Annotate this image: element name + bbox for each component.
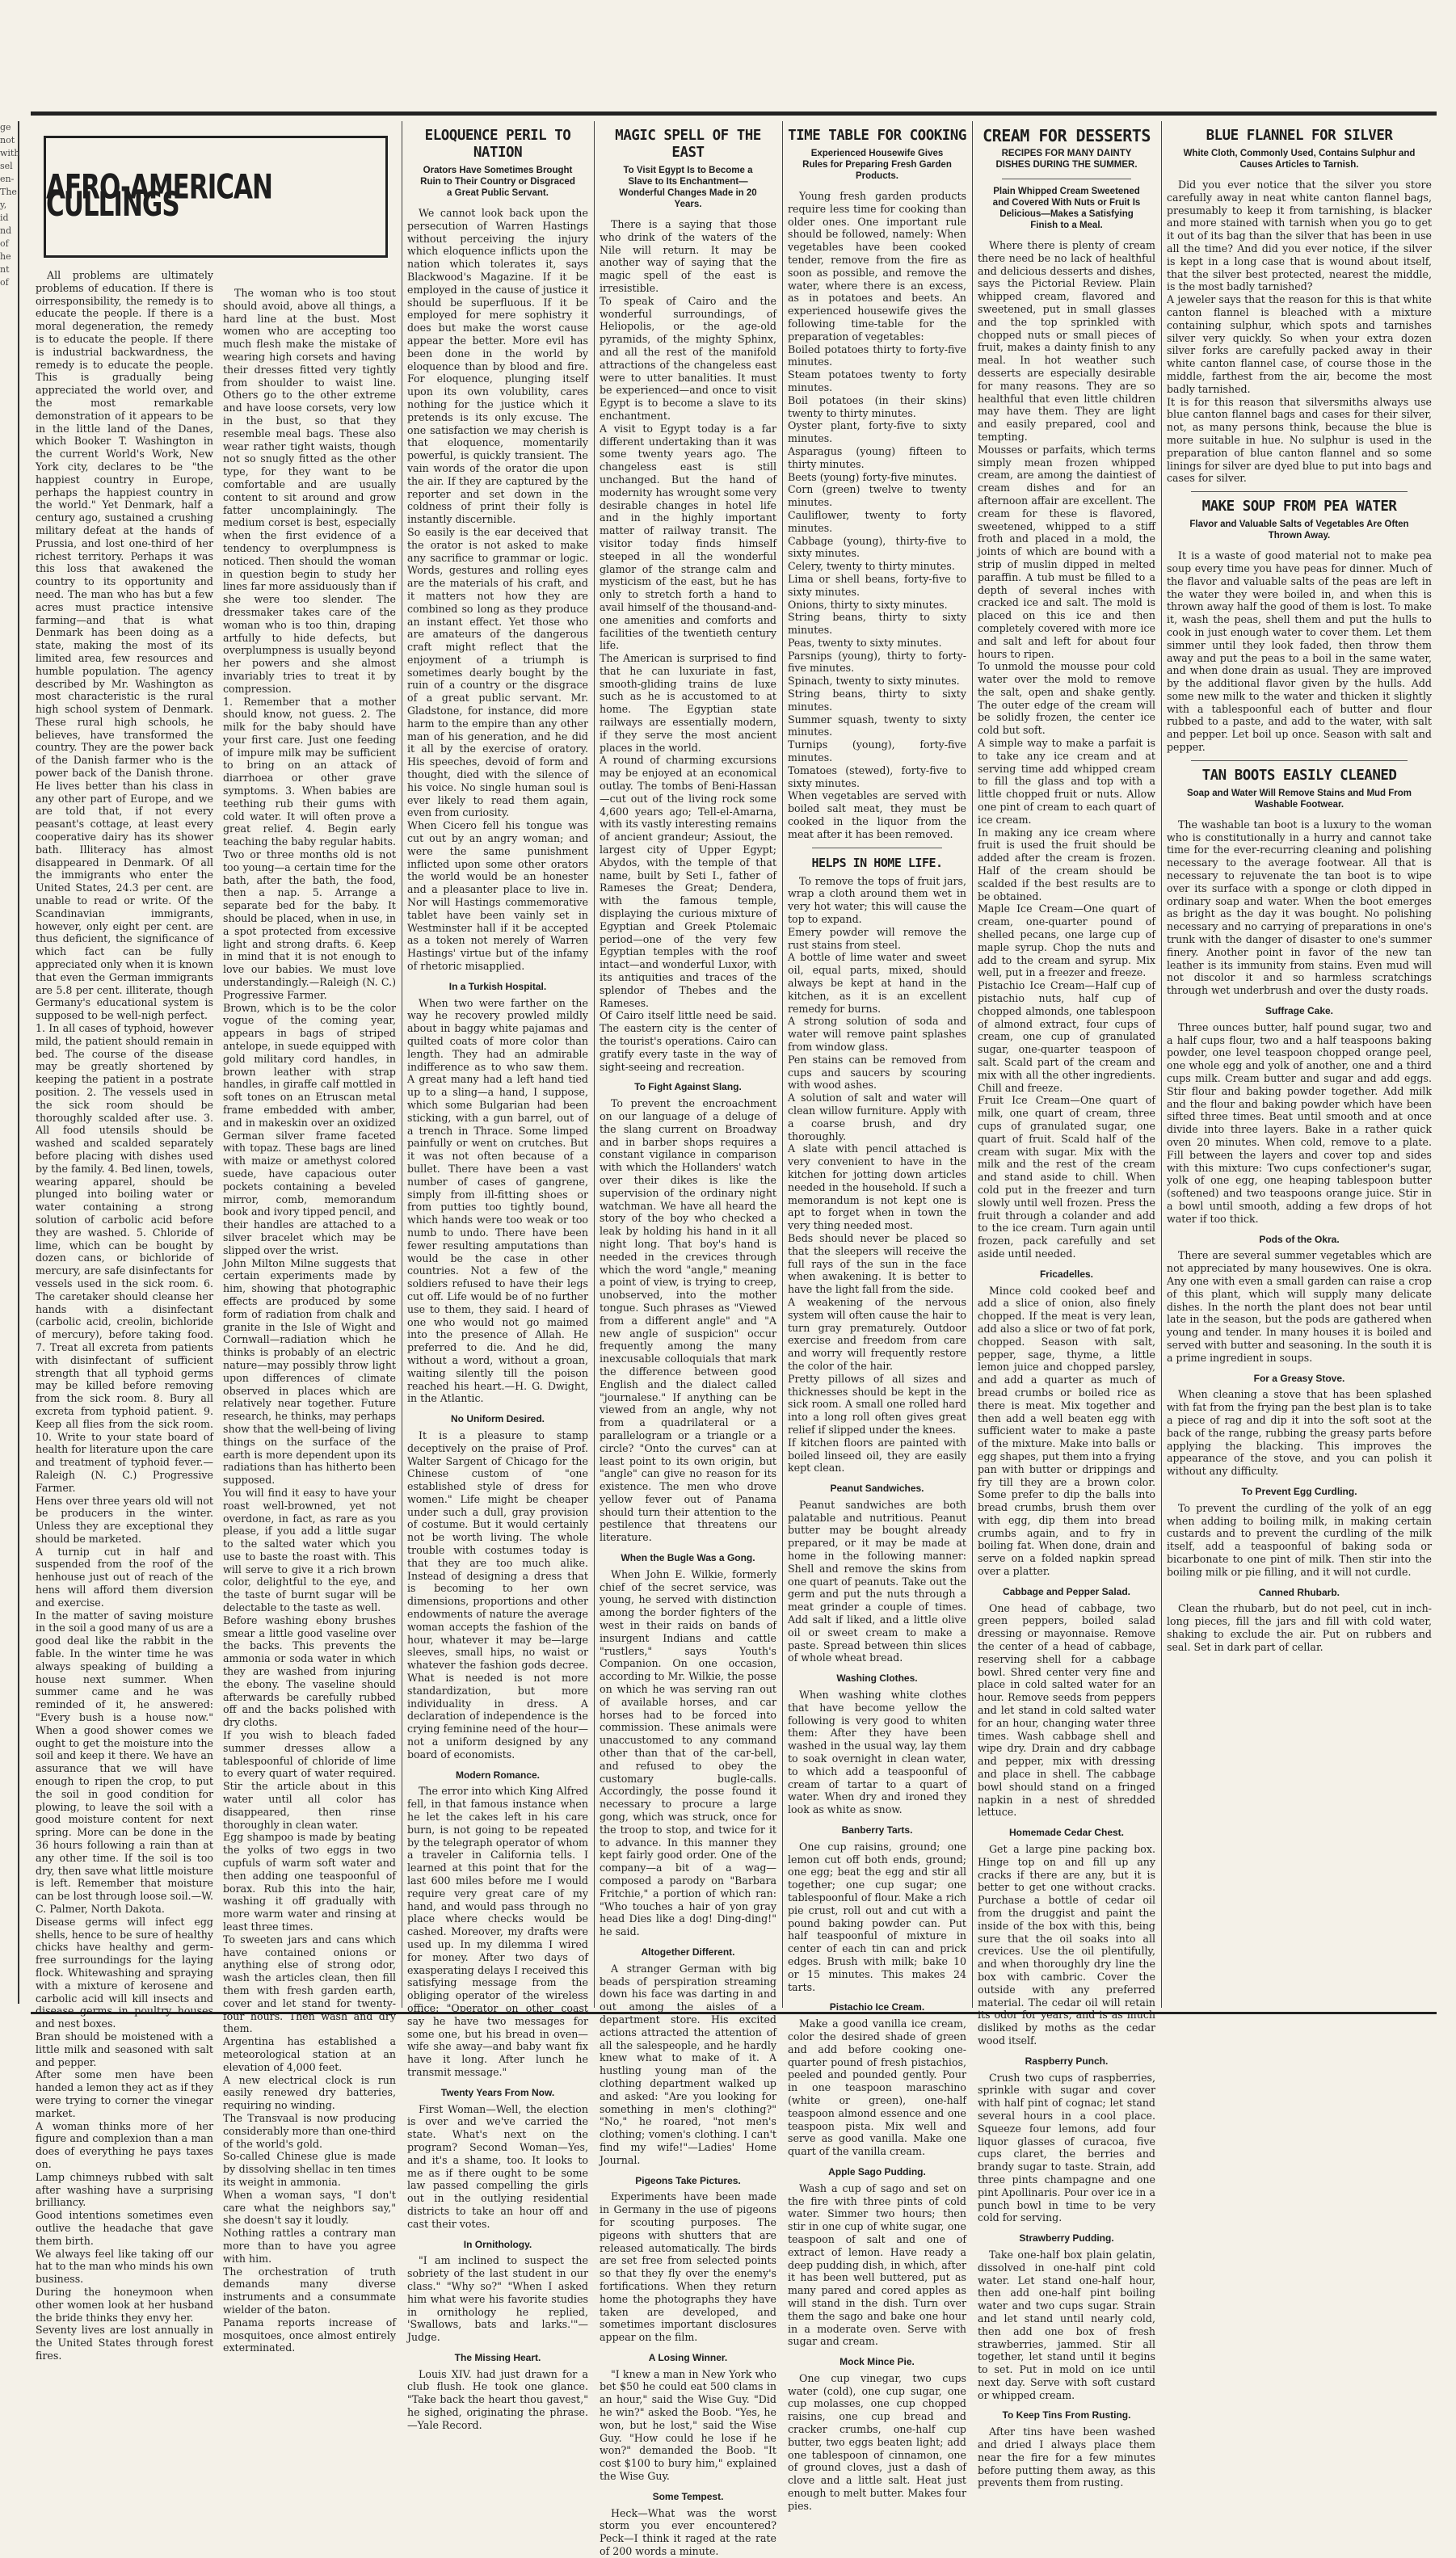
article-body: Where there is plenty of cream there need be no lack of healthful and delicious desserts and dishes, says the Pictorial Review. Plain whipped cream, flavored and sweetened, put in small glasses and the top sprinkled with chopped nuts or small pieces of fruit, makes a dainty finish to any meal. In hot weather such desserts are especially desirable for many reasons. They are so healthful that even little children may have them. They are light and easily prepared, cool and tempting. Mousses or parfaits, which terms simply mean frozen whipped cream, are among the daintiest of cream dishes and for an afternoon affair are excellent. The cream for these is flavored, sweetened, whipped to a stiff froth and placed in a mold, the joints of which are bound with a strip of muslin dipped in melted paraffin. A tub must be filled to a depth of several inches with cracked ice and salt. The mold is placed on this ice and then completely covered with more ice and salt and left for about four hours to ripen. To unmold the mousse pour cold water over the mold to remove the salt, open and shake gently. The outer edge of the cream will be solidly frozen, the center ice cold but soft. A simple way to make a parfait is to take any ice cream and at serving time add whipped cream to fill the glass and top with a little chopped fruit or nuts. Allow one pint of cream to each quart of ice cream. In making any ice cream where fruit is used the fruit should be added after the cream is frozen. Half of the cream should be scalded if the best results are to be obtained. Maple Ice Cream—One quart of cream, one-quarter pound of shelled pecans, one large cup of maple syrup. Chop the nuts and add to the cream and syrup. Mix well, put in a freezer and freeze. Pistachio Ice Cream—Half cup of pistachio nuts, half cup of chopped almonds, one tablespoon of almond extract, four cups of cream, one cup of granulated sugar, one-quarter teaspoon of salt. Scald part of the cream and mix with all the other ingredients. Chill and freeze. Fruit Ice Cream—One quart of milk, one quart of cream, three cups of granulated sugar, one quart of fruit. Scald half of the cream with sugar. Mix with the milk and the rest of the cream and stand aside to chill. When cold put in the freezer and turn slowly until well frozen. Press the fruit through a colander and add to the ice cream. Turn again until frozen, pack carefully and set aside until needed. [978,239,1155,1260]
story-list [407,981,588,2432]
article-body: We cannot look back upon the persecution of Warren Hastings without perceiving the injury which eloquence inflicts upon the nation which tolerates it, says Blackwood's Magazine. If it be employed in the cause of justice it should be superfluous. If it be employed for mere sophistry it does but make the worst cause appear the better. More evil has been done in the world by eloquence than by blood and fire. For eloquence, plunging itself upon its own volubility, cares nothing for the justice which it pretends is its only excuse. The one satisfaction we may cherish is that eloquence, momentarily powerful, is quickly transient. The vain words of the orator die upon the air. If they are captured by the reporter and set down in the coldness of print their folly is instantly discernible. So easily is the ear deceived that the orator is not asked to make any sacrifice to grammar or logic. Words, gestures and rolling eyes are the materials of his craft, and it matters not how they are combined so long as they produce an instant effect. Yet those who are amateurs of the dangerous craft might reflect that the enjoyment of a triumph is sometimes dearly bought by the ruin of a country or the disgrace of a great public servant. Mr. Gladstone, for instance, did more harm to the empire than any other man of his generation, and he did it all by the exercise of oratory. His speeches, devoid of form and thought, died with the silence of his voice. No single human soul is ever likely to read them again, even from curiosity. When Cicero fell his tongue was cut out by an angry woman; and were the same punishment inflicted upon some other orators the world would be an honester and a pleasanter place to live in. Nor will Hastings commemorative tablet have been vainly set in Westminster hall if it be accepted as a token not merely of Warren Hastings' virtue but of the infamy of rhetoric misapplied. [407,207,588,973]
story-heading: Canned Rhubarb. [1258,1586,1340,1598]
story-body: "I am inclined to suspect the sobriety of the last student in our class." "Why so?" "When I asked him what were his favorite studies in ornithology he replied, 'Swallows, bats and larks.'"—Judge. [407,2254,588,2344]
story-heading: Fricadelles. [1039,1268,1094,1280]
story-body: Peanut sandwiches are both palatable and nutritious. Peanut butter may be bought already prepared, or it may be made at home in the following manner: Shell and remove the skins from one quart of peanuts. Take out the germ and put the nuts through a meat grinder a couple of times. Add salt if liked, and a little olive oil or sweet cream to make a paste. Spread between thin slices of whole wheat bread. [788,1498,966,1664]
story-body: Experiments have been made in Germany in the use of pigeons for scouting purposes. The pigeons with shutters that are released automatically. The birds are set free from selected points so that they fly over the enemy's fortifications. When they return home the photographs they have taken are developed, and sometimes important disclosures appear on the film. [600,2190,776,2344]
story-body: Clean the rhubarb, but do not peel, cut in inch-long pieces, fill the jars and fill with cold water, shaking to exclude the air. Put on rubbers and seal. Set in dark part of cellar. [1167,1602,1432,1653]
story-body: Make a good vanilla ice cream, color the desired shade of green and add before cooking one-quarter pound of fresh pistachios, peeled and pounded gently. Pour in one teaspoon maraschino (white or green), one-half teaspoon almond essence and one teaspoon pista. Mix well and serve as good vanilla. Make one quart of the vanilla cream. [788,2017,966,2158]
story-heading: Cabbage and Pepper Salad. [1002,1585,1131,1597]
left-margin-fragment: ge not with sel en- The y, id nd of he nt of [0,121,19,2004]
story-heading: Pigeons Take Pictures. [635,2174,741,2186]
story-body: First Woman—Well, the election is over and we've carried the state. What's next on the program? Second Woman—Yes, and it's a shame, too. It looks to me as if there ought to be some law passed compelling the girls out in the outlying residential districts to take an hour off and cast their votes. [407,2102,588,2230]
story-list [788,1483,966,2513]
subheadline: To Visit Egypt Is to Become a Slave to Its Enchantment—Wonderful Changes Made in 20 Years. [619,166,757,209]
story-body: One cup raisins, ground; one lemon cut off both ends, ground; one egg; beat the egg and stir all together; one cup sugar; one tablespoonful of flour. Make a rich pie crust, roll out and cut with a pound baking powder can. Put half teaspoonful of mixture in center of each tin can and prick edges. Brush with milk; bake 10 or 15 minutes. This makes 24 tarts. [788,1840,966,1993]
headline: HELPS IN HOME LIFE. [811,855,943,870]
story-heading: Strawberry Pudding. [1019,2232,1114,2245]
story-heading: Washing Clothes. [836,1672,918,1685]
story-body: One cup vinegar, two cups water (cold), one cup sugar, one cup molasses, one cup chopped raisins, one cup bread and cracker crumbs, one-half cup butter, two eggs beaten light; add one tablespoon of cinnamon, one of ground cloves, just a dash of clove and a little salt. Heat just enough to melt butter. Makes four pies. [788,2371,966,2512]
story-body: When cleaning a stove that has been splashed with fat from the frying pan the best plan is to take a piece of rag and dip it into the soft soot at the back of the range, rubbing the greasy parts before applying the blacking. This improves the appearance of the stove, and you can polish it without any difficulty. [1167,1388,1432,1478]
headline: TAN BOOTS EASILY CLEANED [1201,767,1397,784]
story-body: Crush two cups of raspberries, sprinkle with sugar and cover with half pint of cognac; let stand several hours in a cool place. Squeeze four lemons, add four liquor glasses of curacoa, five cups claret, the berries and brandy sugar to taste. Strain, add three pints champagne and one pint Apollinaris. Pour over ice in a punch bowl in time to be very cold for serving. [978,2071,1155,2224]
story-heading: Homemade Cedar Chest. [1008,1827,1125,1839]
article-body: Did you ever notice that the silver you store carefully away in neat white canton flannel bags, presumably to keep it from tarnishing, is blacker and more stained with tarnish when you go to get it out of its bag than the silver that has been in use all the time? And did you ever notice, if the silver is kept in a long case that is wound about itself, that the silver best protected, nearest the middle, is the most badly tarnished? A jeweler says that the reason for this is that white canton flannel is bleached with a mixture containing sulphur, which spots and tarnishes silver very quickly. So when your extra dozen silver forks are carefully packed away in their white canton flannel case, of course those in the middle, farthest from the air, become the most badly tarnished. It is for this reason that silversmiths always use blue canton flannel bags and cases for their silver, not, as many persons think, because the blue is more suitable in hue. No sulphur is used in the preparation of blue canton flannel and so some linings for silver are dyed blue to put into bags and cases for silver. [1167,179,1432,485]
story-heading: Twenty Years From Now. [440,2086,555,2098]
story-heading: To Fight Against Slang. [634,1081,742,1093]
divider [1191,491,1408,492]
story-body: To prevent the curdling of the yolk of an egg when adding to boiling milk, in making certain custards and to prevent the curdling of the milk itself, add a teaspoonful of baking soda or bicarbonate to one pint of milk. Then stir into the boiling milk or pie filling, and it will not curdle. [1167,1501,1432,1578]
subheadline: Orators Have Sometimes Brought Ruin to Their Country or Disgraced a Great Public Servant. [420,166,575,198]
column-5 [783,121,971,2512]
story-heading: Mock Mince Pie. [840,2356,915,2368]
story-body: Take one-half box plain gelatin, dissolved in one-half pint cold water. Let stand one-half hour, then add one-half pint boiling water and two cups sugar. Strain and let stand until nearly cold, then add one box of fresh strawberries, jammed. Stir all together, let stand until it begins to set. Put in mold on ice until next day. Serve with soft custard or whipped cream. [978,2248,1155,2401]
story-heading: Some Tempest. [652,2490,724,2502]
story-body: There are several summer vegetables which are not appreciated by many housewives. One is okra. Any one with even a small garden can raise a crop of this plant, which will supply many delicate dishes. In the north the plant does not bear until late in the season, but the pods are gathered when young and tender. In many houses it is boiled and served with butter and seasoning. In the south it is a prime ingredient in soups. [1167,1249,1432,1364]
column-2 [218,121,401,2354]
story-body: Wash a cup of sago and set on the fire with three pints of cold water. Simmer two hours; then stir in one cup of white sugar, one teaspoon of salt and one of extract of lemon. Have ready a deep pudding dish, in which, after it has been well buttered, put as many pared and cored apples as will stand in the dish. Turn over them the sago and bake one hour in a moderate oven. Serve with sugar and cream. [788,2181,966,2348]
article-body: Young fresh garden products require less time for cooking than older ones. One important rule should be followed, namely: When vegetables have been cooked tender, remove from the fire as soon as possible, and remove the water, where there is an excess, as in potatoes and beets. An experienced housewife gives the following time-table for the preparation of vegetables: Boiled potatoes thirty to forty-five minutes. Steam potatoes twenty to forty minutes. Boil potatoes (in their skins) twenty to thirty minutes. Oyster plant, forty-five to sixty minutes. Asparagus (young) fifteen to thirty minutes. Beets (young) forty-five minutes. Corn (green) twelve to twenty minutes. Cauliflower, twenty to forty minutes. Cabbage (young), thirty-five to sixty minutes. Celery, twenty to thirty minutes. Lima or shell beans, forty-five to sixty minutes. Onions, thirty to sixty minutes. String beans, thirty to sixty minutes. Peas, twenty to sixty minutes. Parsnips (young), thirty to forty-five minutes. Spinach, twenty to sixty minutes. String beans, thirty to sixty minutes. Summer squash, twenty to sixty minutes. Turnips (young), forty-five minutes. Tomatoes (stewed), forty-five to sixty minutes. When vegetables are served with boiled salt meat, they must be cooked in the liquor from the meat after it has been removed. [788,190,966,840]
column-3 [402,121,593,2431]
story-heading: For a Greasy Stove. [1253,1372,1345,1384]
story-body: A stranger German with big beads of perspiration streaming down his face was darting in and out among the aisles of a department store. His excited actions attracted the attention of all the salespeople, and he hardly knew what to make of it. A hustling young man of the clothing department walked up and asked: "Are you looking for something in men's clothing?" "No," he roared, "not men's clothing; vomen's clothing. I can't find my wife!"—Ladies' Home Journal. [600,1962,776,2166]
story-body: When washing white clothes that have become yellow the following is very good to whiten them: After they have been washed in the usual way, lay them to soak overnight in clean water, to which add a teaspoonful of cream of tartar to a quart of water. When dry and ironed they look as white as snow. [788,1689,966,1816]
story-heading: The Missing Heart. [454,2351,541,2363]
story-heading: Pods of the Okra. [1259,1233,1340,1245]
story-heading: Raspberry Punch. [1025,2055,1109,2067]
story-body: Mince cold cooked beef and add a slice of onion, also finely chopped. If the meat is very lean, add also a slice or two of fat pork, chopped. Season with salt, pepper, sage, thyme, a little lemon juice and chopped parsley, and add a quarter as much of bread crumbs or boiled rice as there is meat. Mix together and then add a well beaten egg with sufficient water to make a paste of the mixture. Make into balls or egg shapes, put them into a frying pan with butter or drippings and fry till they are a brown color. Some prefer to dip the balls into bread crumbs, brush them over with egg, dip them into bread crumbs again, and to fry in boiling fat. When done, drain and serve on a folded napkin spread over a platter. [978,1284,1155,1578]
story-heading: Banberry Tarts. [841,1824,913,1836]
story-body: After tins have been washed and dried I always place them near the fire for a few minutes before putting them away, as this prevents them from rusting. [978,2425,1155,2489]
story-heading: A Losing Winner. [648,2351,728,2363]
column-7 [1162,121,1437,2008]
divider [1191,760,1408,761]
story-body: "I knew a man in New York who bet $50 he could eat 500 clams in an hour," said the Wise Guy. "Did he win?" asked the Boob. "Yes, he won, but he lost," said the Wise Guy. "How could he lose if he won?" demanded the Boob. "It cost $100 to bury him," explained the Wise Guy. [600,2367,776,2483]
story-body: When two were farther on the way he recovery prowled mildly about in baggy white pajamas and quilted coats of more color than length. They had an admirable indifference as to who saw them. A great many had a left hand tied up to a sling—a hand, I suppose, which some Bulgarian had been sticking, with a gun barrel, out of a trench in Thrace. Some limped painfully or went on crutches. But it was not often because of a bullet. There have been a vast number of cases of gangrene, simply from ill-fitting shoes or from putties too tightly bound, which hands were too weak or too numb to undo. There have been fewer resulting amputations than would be the case in other countries. Not a few of the soldiers refused to have their legs cut off. Life would be of no further use to them, they said. I heard of one who would not go maimed into the presence of Allah. He preferred to die. And he did, without a word, without a groan, waiting silently till the poison reached his heart.—H. G. Dwight, in the Atlantic. [407,996,588,1405]
headline: ELOQUENCE PERIL TO NATION [424,128,571,161]
story-list [978,1268,1155,2490]
headline: MAGIC SPELL OF THE EAST [615,128,761,161]
column-1 [31,121,272,2362]
headline: TIME TABLE FOR COOKING [788,128,966,144]
story-heading: In Ornithology. [463,2238,532,2250]
story-heading: To Keep Tins From Rusting. [1002,2409,1131,2421]
article-body: All problems are ultimately problems of education. If there is oirresponsibility, the remedy is to educate the people. If there is a moral degeneration, the remedy is to educate the people. If there is industrial backwardness, the remedy is to educate the people. This is gradually being appreciated the world over, and the most remarkable demonstration of it appears to be in the little land of the Danes, which Booker T. Washington in the current World's Work, New York city, declares to be "the happiest country in Europe, perhaps the happiest country in the world." Yet Denmark, half a century ago, sustained a crushing military defeat at the hands of Prussia, and lost one-third of her richest territory. Perhaps it was this loss that awakened the country to its opportunity and need. The man who has but a few acres must practice intensive farming—and that is what Denmark has been doing as a state, making the most of its limited area, few resources and humble population. The agency described by Mr. Washington as most characteristic is the rural high school system of Denmark. These rural high schools, he believes, have transformed the country. They are the power back of the Danish farmer who is the power back of the Danish throne. He lives better than his class in any other part of Europe, and we are told that, if not every peasant's cottage, at least every cooperative dairy has its shower bath. Illiteracy has almost disappeared in Denmark. Of all the immigrants who enter the United States, 24.3 per cent. are unable to read or write. Of the Scandinavian immigrants, however, only eight per cent. are thus deficient, the significance of which fact can be fully appreciated only when it is known that even the German immigrants are 5.8 per cent. illiterate, though Germany's educational system is supposed to be well-nigh perfect. 1. In all cases of typhoid, however mild, the patient should remain in bed. The course of the disease may be greatly shortened by keeping the patient in a postrate position. 2. The vessels used in the sick room should be thoroughly scalded after use. 3. All food utensils should be washed and scalded separately before placing with dishes used by the family. 4. Bed linen, towels, wearing apparel, should be plunged into boiling water or water containing a strong solution of carbolic acid before they are washed. 5. Chloride of lime, which can be bought by dozen cans, or bichloride of mercury, are safe disinfectants for vessels used in the sick room. 6. The caretaker should cleanse her hands with a disinfectant (carbolic acid, creolin, bichloride of mercury), before taking food. 7. Treat all excreta from patients with disinfectant of sufficient strength that all typhoid germs may be killed before removing from the sick room. 8. Bury all excreta from typhoid patient. 9. Keep all flies from the sick room. 10. Write to your state board of health for literature upon the care and treatment of typhoid fever.—Raleigh (N. C.) Progressive Farmer. Hens over three years old will not be producers in the winter. Unless they are exceptional they should be marketed. A turnip cut in half and suspended from the roof of the henhouse just out of reach of the hens will afford them diversion and exercise. In the matter of saving moisture in the soil a good many of us are a good deal like the rabbit in the fable. In the winter time he was always speaking of building a house next summer. When summer came and he was reminded of it, he answered: "Every bush is a house now." When a good shower comes we ought to get the moisture into the soil and keep it there. We have an assurance that we will have enough to ripen the crop, to put the soil in good condition for plowing, to leave the soil with a good moisture content for next spring. More can be done in the 36 hours following a rain than at any other time. If the soil is too dry, then save what little moisture is left. Remember that moisture can be lost through loose soil.—W. C. Palmer, North Dakota. Disease germs will infect egg shells, hence to be sure of healthy chicks have healthy and germ-free surroundings for the laying flock. Whitewashing and spraying with a mixture of kerosene and carbolic acid will kill insects and disease germs in poultry houses and nest boxes. Bran should be moistened with a little milk and seasoned with salt and pepper. After some men have been handed a lemon they act as if they were trying to corner the vinegar market. A woman thinks more of her figure and complexion than a man does of everything he pays taxes on. Lamp chimneys rubbed with salt after washing have a surprising brilliancy. Good intentions sometimes even outlive the headache that gave them birth. We always feel like taking off our hat to the man who minds his own business. During the honeymoon when other women look at her husband the bride thinks they envy her. Seventy lives are lost annually in the United States through forest fires. [36,269,213,2362]
subheadline: Flavor and Valuable Salts of Vegetables Are Often Thrown Away. [1189,520,1409,541]
story-body: To prevent the encroachment on our language of a deluge of the slang current on Broadway and in barber shops requires a constant vigilance in comparison with which the Hollanders' watch over their dikes is like the supervision of the ordinary night watchman. We have all heard the story of the boy who checked a leak by holding his hand in it all night long. That boy's hand is needed in the crevices through which the word "angle," meaning a point of view, is trying to creep, unobserved, into the mother tongue. Such phrases as "Viewed from a different angle" and "A new angle of suspicion" occur frequently among the many inexcusable colloquials that mark the difference between good English and the dialect called "journalese." If anything can be viewed from an angle, why not from a quadrilateral or a parallelogram or a triangle or a circle? "Onto the curves" can at least point to its own origin, but "angle" can give no reason for its existence. The men who drove yellow fever out of Panama should turn their attention to the pestilence that threatens our literature. [600,1097,776,1544]
story-heading: When the Bugle Was a Gong. [621,1552,755,1564]
column-6 [973,121,1160,2489]
subheadline: Experienced Housewife Gives Rules for Preparing Fresh Garden Products. [802,149,952,181]
story-body: Louis XIV. had just drawn for a club flush. He took one glance. "Take back the heart thou gavest," he sighed, originating the phrase.—Yale Record. [407,2367,588,2431]
article-body: To remove the tops of fruit jars, wrap a cloth around them wet in very hot water; this will cause the top to expand. Emery powder will remove the rust stains from steel. A bottle of lime water and sweet oil, equal parts, mixed, should always be kept at hand in the kitchen, as it is an excellent remedy for burns. A strong solution of soda and water will remove paint splashes from window glass. Pen stains can be removed from cups and saucers by scouring with wood ashes. A solution of salt and water will clean willow furniture. Apply with a coarse brush, and dry thoroughly. A slate with pencil attached is very convenient to have in the kitchen for jotting down articles needed in the household. If such a memorandum is not kept one is apt to forget when in town the very thing needed most. Beds should never be placed so that the sleepers will receive the full rays of the sun in the face when awakening. It is better to have the light fall from the side. A weakening of the nervous system will often cause the hair to turn gray prematurely. Outdoor exercise and freedom from care and worry will frequently restore the color of the hair. Pretty pillows of all sizes and thicknesses should be kept in the sick room. A small one rolled hard into a long roll often gives great relief if slipped under the knees. If kitchen floors are painted with boiled linseed oil, they are easily kept clean. [788,874,966,1475]
story-body: Get a large pine packing box. Hinge top on and fill up any cracks if there are any, but it is better to get one without cracks. Purchase a bottle of cedar oil from the druggist and paint the inside of the box with this, being sure that the oil soaks into all crevices. Use the oil plentifully, and when thoroughly dry line the box with cambric. Cover the outside with any preferred material. The cedar oil will retain its odor for years, and is as much disliked by moths as the cedar wood itself. [978,1843,1155,2047]
top-rule [31,111,1437,116]
story-body: When John E. Wilkie, formerly chief of the secret service, was young, he served with distinction among the border fighters of the west in their raids on bands of insurgent Indians and cattle "rustlers," says Youth's Companion. On one occasion, according to Mr. Wilkie, the posse on which he was serving ran out of available horses, and car horses had to be forced into commission. These animals were unaccustomed to any command other than that of the car-bell, and refused to obey the customary bugle-calls. Accordingly, the posse found it necessary to procure a large gong, which was struck, once for the troop to stop, and twice for it to advance. In this manner they kept fairly good order. One of the company—a bit of a wag—composed a parody on "Barbara Fritchie," a portion of which ran: "Who touches a hair of yon gray head Dies like a dog! Ding-ding!" he said. [600,1567,776,1938]
article-body: There is a saying that those who drink of the waters of the Nile will return. It may be another way of saying that the magic spell of the east is irresistible. To speak of Cairo and the wonderful surroundings, of Heliopolis, or the age-old pyramids, of the mighty Sphinx, and all the rest of the manifold attractions of the changeless east were to utter banalities. It must be experienced—and once to visit Egypt is to become a slave to its enchantment. A visit to Egypt today is a far different undertaking than it was some twenty years ago. The changeless east is still unchanged. But the hand of modernity has wrought some very desirable changes in hotel life and in the highly important matter of railway transit. The visitor today finds himself steeped in all the wonderful glamor of the strange calm and mysticism of the east, but he has only to stretch forth a hand to avail himself of the thousand-and-one amenities and comforts and facilities of the twentieth century life. The American is surprised to find that he can luxuriate in fast, smooth-gliding trains de luxe such as he is accustomed to at home. The Egyptian state railways are essentially modern, if they serve the most ancient places in the world. A round of charming excursions may be enjoyed at an economical outlay. The tombs of Beni-Hassan—cut out of the living rock some 4,600 years ago; Tell-el-Amarna, with its vastly interesting remains of ancient grandeur; Assiout, the largest city of Upper Egypt; Abydos, with the temple of that name, built by Seti I., father of Rameses the Great; Dendera, with the famous temple, displaying the curious mixture of Egyptian and Greek Ptolemaic period—one of the very few Egyptian temples with the roof intact—and wonderful Luxor, with its antiquities and traces of the splendor of Thebes and the Rameses. Of Cairo itself little need be said. The eastern city is the center of the tourist's operations. Cairo can gratify every taste in the way of sight-seeing and recreation. [600,218,776,1073]
story-body: Heck—What was the worst storm you ever encountered? Peck—I think it raged at the rate of 200 words a minute. [600,2506,776,2558]
subheadline: Soap and Water Will Remove Stains and Mud From Washable Footwear. [1186,788,1412,810]
article-body: The washable tan boot is a luxury to the woman who is constitutionally in a hurry and cannot take time for the ever-recurring cleaning and polishing necessary to the average footwear. All that is necessary to rejuvenate the tan boot is to wipe over its surface with a sponge or cloth dipped in ordinary soap and water. When the boot emerges as bright as the day it was bought. No polishing necessary and no carrying of preparations in one's trunk with the danger of disaster to one's summer finery. Another point in favor of the new tan leather is its immunity from stains. Even mud will not discolor it and so harmless scratchings through wet underbrush and over the dusty roads. [1167,818,1432,997]
story-body: It is a pleasure to stamp deceptively on the praise of Prof. Walter Sargent of Chicago for the Chinese custom of "one established style of dress for women." Life might be cheaper under such a dull, gray provision of costume. But it would certainly not be worth living. The whole trouble with costumes today is that they are too much alike. Instead of designing a dress that is becoming to her own dimensions, proportions and other endowments of nature the average woman accepts the fashion of the hour, whatever it may be—large sleeves, small hips, no waist or whatever the fashion gods decree. What is needed is not more standardization, but more individuality in dress. A declaration of independence is the crying feminine need of the hour—not a uniform designed by any board of economists. [407,1428,588,1761]
story-body: One head of cabbage, two green peppers, boiled salad dressing or mayonnaise. Remove the center of a head of cabbage, reserving shell for a cabbage bowl. Shred center very fine and place in cold salted water for an hour. Remove seeds from peppers and let stand in cold salted water for an hour, changing water three times. Wash cabbage shell and wipe dry. Drain and dry cabbage and pepper, mix with dressing and place in shell. The cabbage bowl should stand on a fringed napkin in a nest of shredded lettuce. [978,1601,1155,1819]
story-heading: Modern Romance. [455,1769,540,1781]
headline: CREAM FOR DESSERTS [983,126,1151,145]
subheadline: RECIPES FOR MANY DAINTY DISHES DURING THE SUMMER. [995,149,1138,170]
story-heading: Peanut Sandwiches. [830,1483,924,1495]
column-4 [595,121,781,2558]
story-body: The error into which King Alfred fell, in that famous instance when he let the cakes left in his care burn, is not going to be repeated by the telegraph operator of whom a traveler in California tells. I learned at this point that for the last 600 miles before me I would require very great care of my hand, and would pass through no place where checks would be cashed. Moreover, my drafts were used up. In my dilemma I wired for money. After two days of exasperating delays I received this satisfying message from the obliging operator of the wireless office: "Operator on other coast say he have two messages for some one, but his bread in oven—wife she away—and baby want fix have it long. After lunch he transmit message." [407,1785,588,2078]
subheadline: Plain Whipped Cream Sweetened and Covered With Nuts or Fruit Is Delicious—Makes a Satisfying Finish to a Meal. [992,187,1141,230]
story-heading: Apple Sago Pudding. [828,2165,926,2177]
headline: MAKE SOUP FROM PEA WATER [1201,499,1397,515]
story-heading: Altogether Different. [641,1946,735,1958]
masthead-title: AFRO-AMERICAN CULLINGS [46,167,272,225]
story-heading: Suffrage Cake. [1265,1005,1334,1017]
story-heading: No Uniform Desired. [450,1413,545,1425]
story-heading: In a Turkish Hospital. [448,980,547,992]
story-body: Three ounces butter, half pound sugar, two and a half cups flour, two and a half teaspoons baking powder, one level teaspoon chopped orange peel, one whole egg and yolk of another, one and a third cups milk. Cream butter and sugar and add eggs. Stir flour and baking powder together. Add milk and the flour and baking powder which have been sifted three times. Beat until smooth and at once divide into three layers. Bake in a rather quick oven 20 minutes. When cold, remove to a plate. Fill between the layers and cover top and sides with this mixture: Two cups confectioner's sugar, yolk of one egg, one heaping tablespoon butter (softened) and two teaspoons orange juice. Stir in a bowl until smooth, adding a few drops of hot water if too thick. [1167,1020,1432,1225]
story-list [1167,1005,1432,1653]
article-body: It is a waste of good material not to make pea soup every time you have peas for dinner. Much of the flavor and valuable salts of the peas are left in the water they were boiled in, and when this is thrown away half the good of them is lost. To make it, wash the peas, shell them and put the hulls to cook in just enough water to cover them. Let them simmer until they look faded, then throw them away and put the peas to a boil in the same water, and when done drain as usual. They are improved by the additional flavor given by the hulls. Add some new milk to the water and thicken it slightly with a tablespoonful each of butter and flour rubbed to a paste, and add to the water, with salt and pepper. Let boil up once. Season with salt and pepper. [1167,549,1432,754]
story-heading: To Prevent Egg Curdling. [1241,1485,1357,1497]
headline: BLUE FLANNEL FOR SILVER [1206,128,1393,144]
subheadline: White Cloth, Commonly Used, Contains Sulphur and Causes Articles to Tarnish. [1183,149,1416,170]
article-body: The woman who is too stout should avoid, above all things, a hard line at the bust. Most women who are accepting too much flesh make the mistake of wearing high corsets and having their dresses fitted very tightly from shoulder to waist line. Others go to the other extreme and have loose corsets, very low in the bust, so that they resemble meal bags. These also wear rather tight waists, though not so snugly fitted as the other type, for they want to be comfortable and are usually content to sit around and grow fatter uncomplainingly. The medium corset is best, especially when the first evidence of a tendency to overplumpness is noticed. Then should the woman in question begin to study her lines far more assiduously than if she were too slender. The dressmaker takes care of the woman who is too thin, draping artfully to hide defects, but overplumpness is usually beyond her powers and she almost invariably tries to treat it by compression. 1. Remember that a mother should know, not guess. 2. The milk for the baby should have your first care. Just one feeding of impure milk may be sufficient to bring on an attack of diarrhoea or other grave symptoms. 3. When babies are teething rub their gums with cold water. It will often prove a great relief. 4. Begin early teaching the baby regular habits. Two or three months old is not too young—a certain time for the bath, after the bath, the food, then a nap. 5. Arrange a separate bed for the baby. It should be placed, when in use, in a spot protected from excessive light and strong drafts. 6. Keep in mind that it is not enough to love our babies. We must love understandingly.—Raleigh (N. C.) Progressive Farmer. Brown, which is to be the color vogue of the coming year, appears in bags of striped antelope, in suede equipped with gold military cord handles, in brown leather with strap handles, in giraffe calf mottled in soft tones on an Etruscan metal frame embedded with amber, and in makeskin over an oxidized German silver frame faceted with topaz. These bags are lined with maize or amethyst colored suede, have capacious outer pockets containing a beveled mirror, comb, memorandum book and ivory tipped pencil, and their handles are attached to a silver bracelet which may be slipped over the wrist. John Milton Milne suggests that certain experiments made by him, showing that photographic effects are produced by some form of radiation from chalk and granite in the Isle of Wight and Cornwall—radiation which he thinks is probably of an electric nature—may possibly throw light upon differences of climate observed in places which are relatively near together. Future research, he thinks, may perhaps show that the well-being of living things on the surface of the earth is more dependent upon its radiations than has hitherto been supposed. You will find it easy to have your roast well-browned, yet not overdone, in fact, as rare as you please, if you add a little sugar to the salted water which you use to baste the roast with. This will serve to give it a rich brown color, delightful to the eye, and the taste of burnt sugar will be delectable to the taste as well. Before washing ebony brushes smear a little good vaseline over the backs. This prevents the ammonia or soda water in which they are washed from injuring the ebony. The vaseline should afterwards be carefully rubbed off and the backs polished with dry cloths. If you wish to bleach faded summer dresses allow a tablespoonful of chloride of lime to every quart of water required. Stir the article about in this water until all color has disappeared, then rinse thoroughly in clean water. Egg shampoo is made by beating the yolks of two eggs in two cupfuls of warm soft water and then adding one teaspoonful of borax. Rub this into the hair, washing it off gradually with more warm water and rinsing at least three times. To sweeten jars and cans which have contained onions or anything else of strong odor, wash the articles clean, then fill them with fresh garden earth, cover and let stand for twenty-four hours. Then wash and dry them. Argentina has established a meteorological station at an elevation of 4,000 feet. A new electrical clock is run easily renewed dry batteries, requiring no winding. The Transvaal is now producing considerably more than one-third of the world's gold. So-called Chinese glue is made by dissolving shellac in ten times its weight in ammonia. When a woman says, "I don't care what the neighbors say," she doesn't say it loudly. Nothing rattles a contrary man more than to have you agree with him. The orchestration of truth demands many diverse instruments and a consummate wielder of the baton. Panama reports increase of mosquitoes, once almost entirely exterminated. [223,287,396,2354]
story-list [600,1081,776,2557]
story-heading: Pistachio Ice Cream. [829,2001,925,2013]
